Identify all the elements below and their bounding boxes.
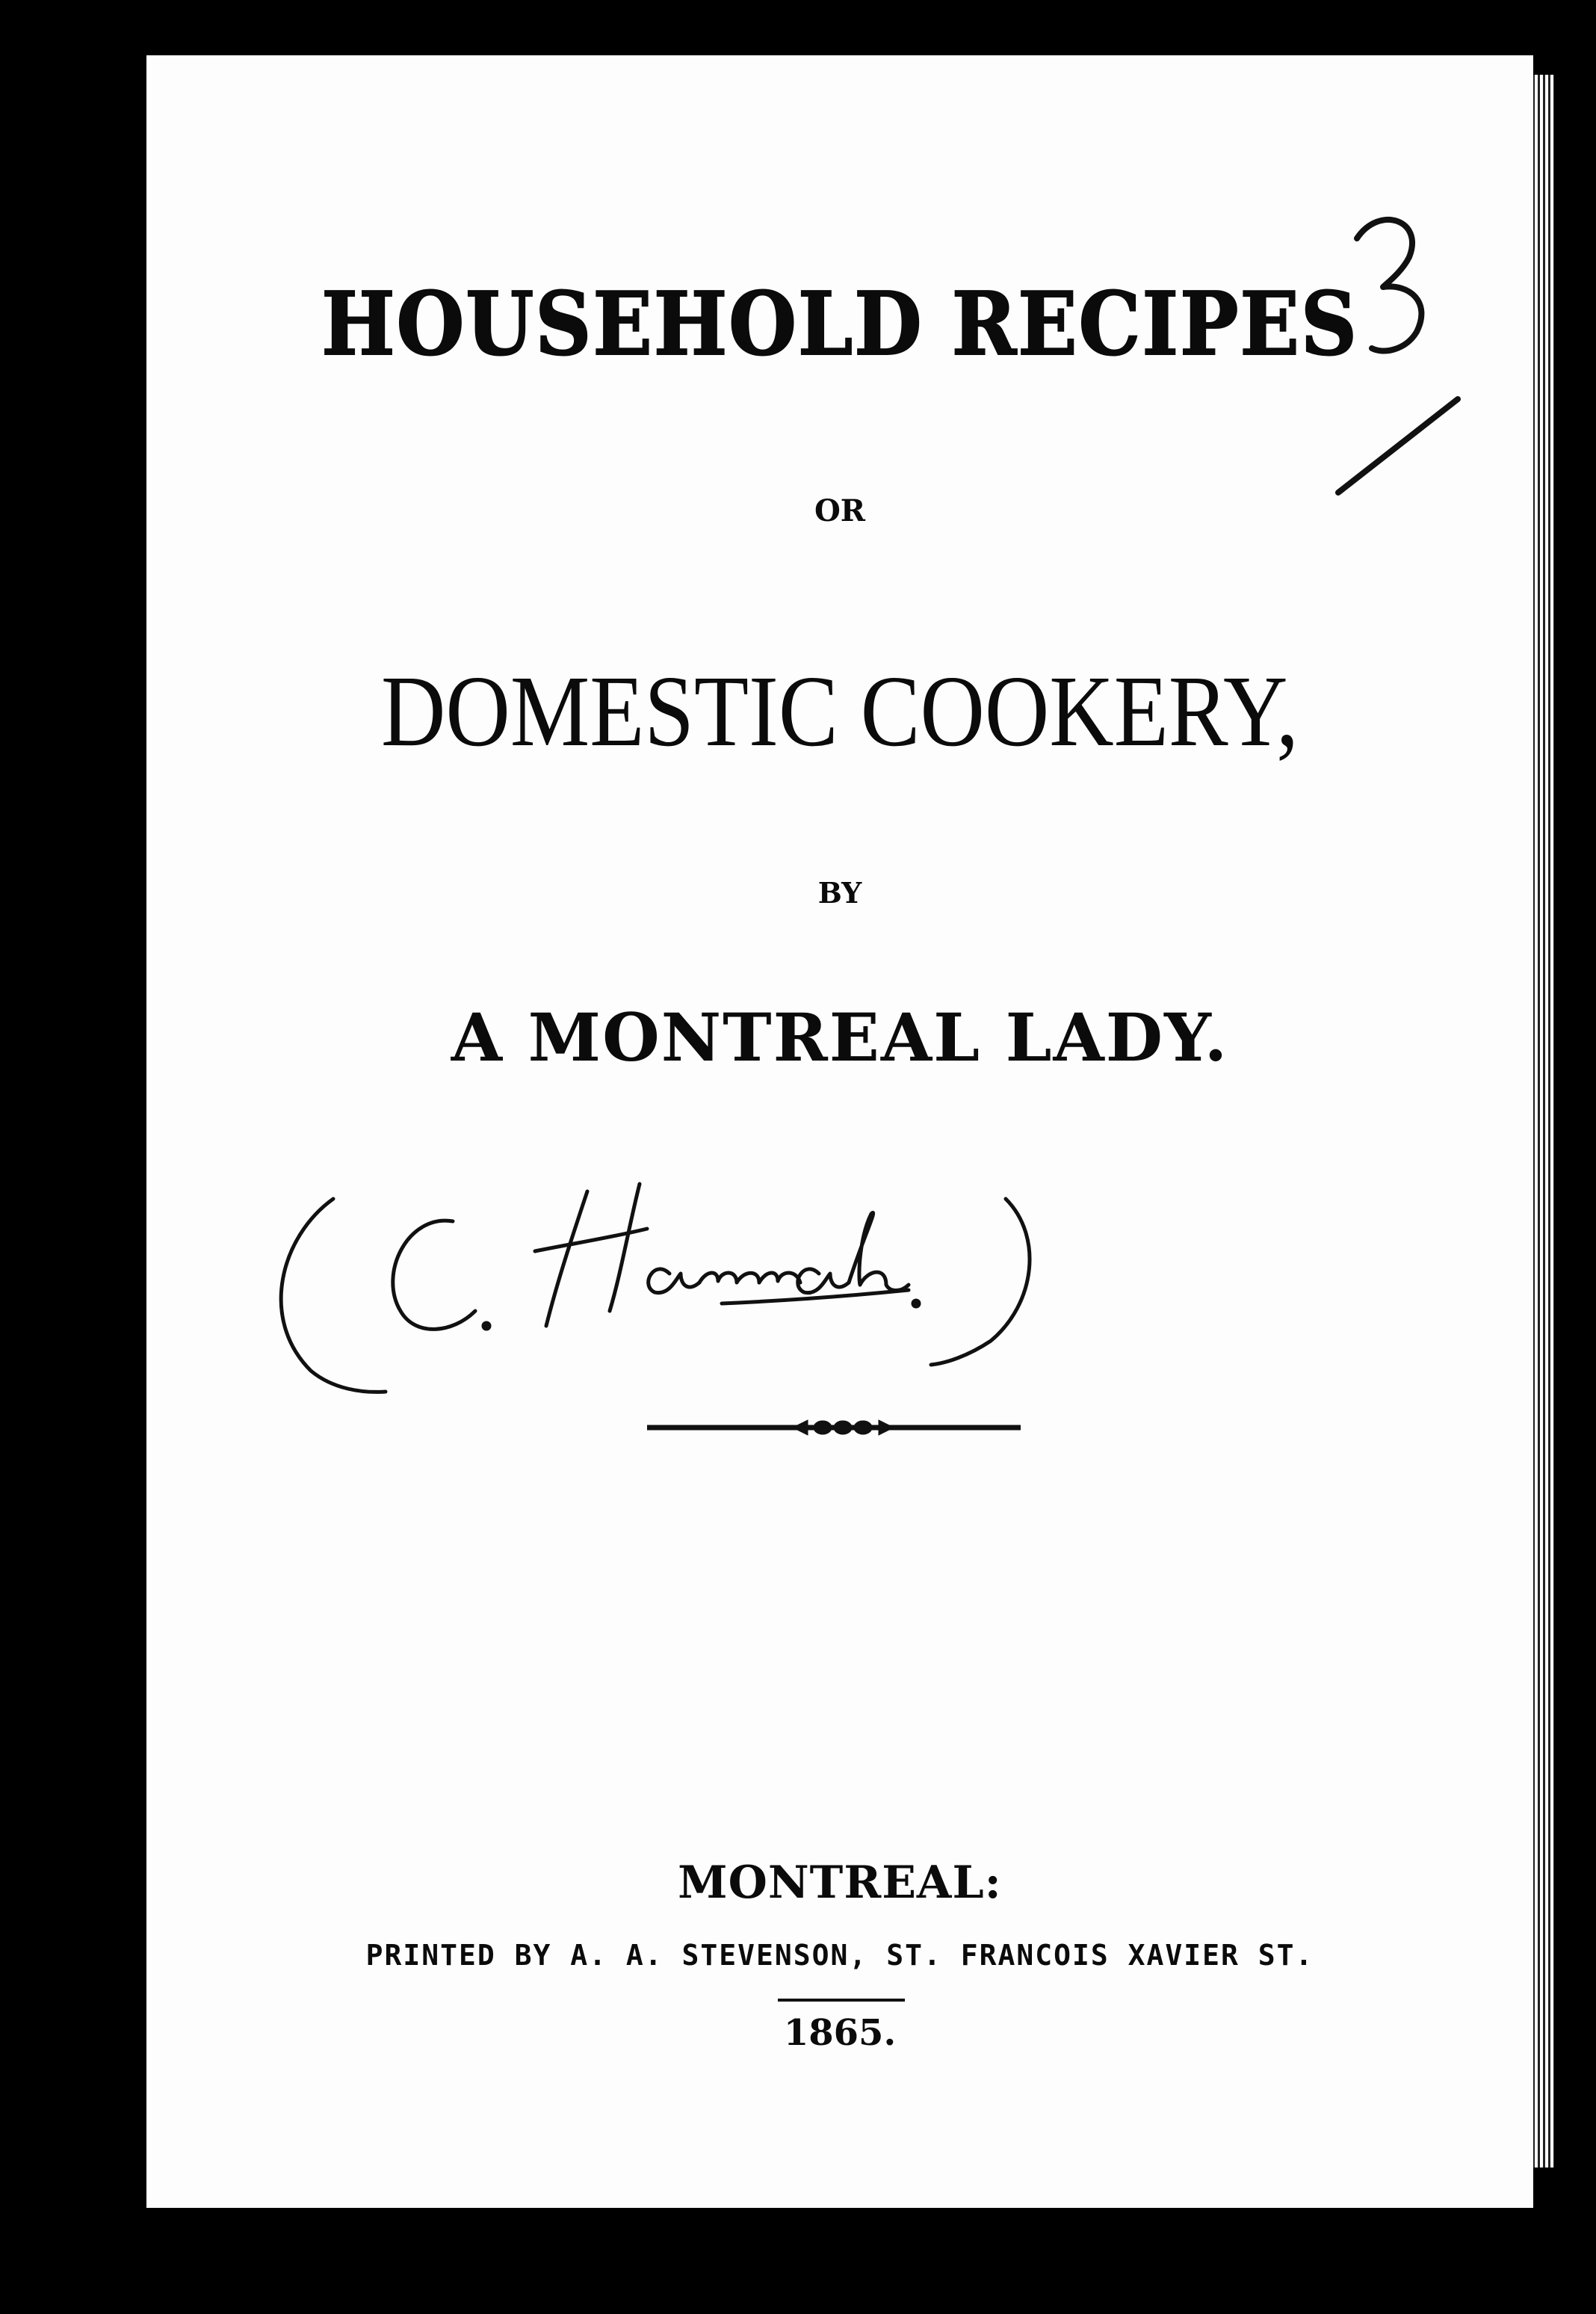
ornamental-rule [647,1413,1021,1443]
publication-year: 1865. [783,2012,897,2054]
main-title: HOUSEHOLD RECIPES [321,274,1358,375]
title-page [146,55,1533,2208]
printer-line: PRINTED BY A. A. STEVENSON, ST. FRANCOIS XAVIER ST. [365,1939,1314,1972]
shelf-mark [1312,152,1506,526]
handwritten-signature [251,1124,1148,1408]
year-rule [778,1999,905,2002]
subtitle: DOMESTIC COOKERY, [380,655,1299,768]
publication-place: MONTREAL: [678,1857,1002,1909]
author-line: A MONTREAL LADY. [451,999,1229,1076]
conjunction-by: BY [817,876,862,910]
conjunction-or: OR [814,493,866,528]
